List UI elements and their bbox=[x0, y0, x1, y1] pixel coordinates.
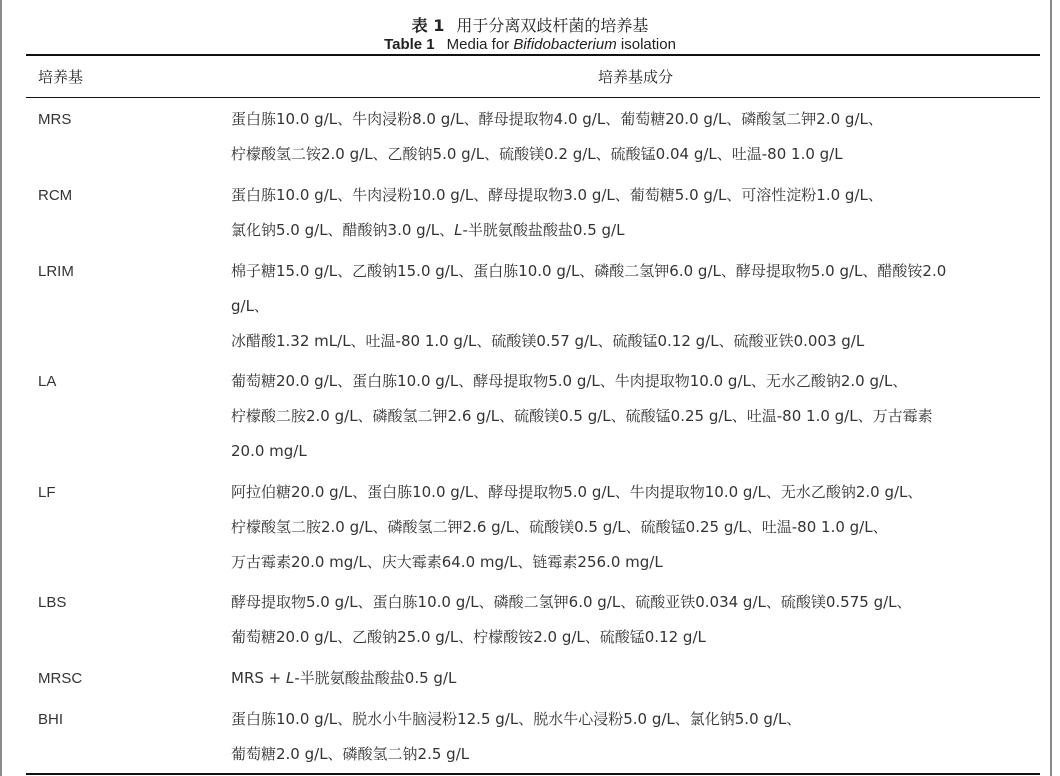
caption-en-post: isolation bbox=[616, 36, 676, 53]
left-border bbox=[0, 0, 2, 776]
medium-components bbox=[231, 702, 1031, 772]
medium-name: LBS bbox=[38, 594, 67, 611]
component-line: 酵母提取物5.0 g/L、蛋白胨10.0 g/L、磷酸二氢钾6.0 g/L、硫酸亚铁0.034 g/L、硫酸镁0.575 g/L、 bbox=[231, 593, 912, 611]
medium-components bbox=[231, 585, 1031, 655]
medium-components bbox=[231, 364, 1031, 469]
header-medium: 培养基 bbox=[38, 68, 84, 86]
component-line: 棉子糖15.0 g/L、乙酸钠15.0 g/L、蛋白胨10.0 g/L、磷酸二氢钾6.0 g/L、酵母提取物5.0 g/L、醋酸铵2.0 bbox=[231, 262, 947, 280]
component-line: 冰醋酸1.32 mL/L、吐温-80 1.0 g/L、硫酸镁0.57 g/L、硫酸锰0.12 g/L、硫酸亚铁0.003 g/L bbox=[231, 332, 865, 350]
component-line: 蛋白胨10.0 g/L、牛肉浸粉10.0 g/L、酵母提取物3.0 g/L、葡萄糖5.0 g/L、可溶性淀粉1.0 g/L、 bbox=[231, 186, 883, 204]
component-italic: L bbox=[286, 669, 295, 687]
component-line: 阿拉伯糖20.0 g/L、蛋白胨10.0 g/L、酵母提取物5.0 g/L、牛肉提取物10.0 g/L、无水乙酸钠2.0 g/L、 bbox=[231, 483, 923, 501]
caption-cn-label: 表 1 bbox=[411, 16, 445, 35]
medium-name: BHI bbox=[38, 711, 64, 728]
component-line bbox=[231, 213, 1031, 248]
table-bottom-rule bbox=[26, 773, 1040, 775]
medium-name: MRS bbox=[38, 111, 72, 128]
table-top-rule bbox=[26, 54, 1040, 56]
component-line bbox=[231, 661, 1031, 696]
component-text: MRS + bbox=[231, 669, 286, 687]
component-text: -半胱氨酸盐酸盐0.5 g/L bbox=[294, 669, 457, 687]
component-line: 葡萄糖20.0 g/L、蛋白胨10.0 g/L、酵母提取物5.0 g/L、牛肉提取物10.0 g/L、无水乙酸钠2.0 g/L、 bbox=[231, 372, 908, 390]
medium-components bbox=[231, 475, 1031, 580]
component-line: 柠檬酸二胺2.0 g/L、磷酸氢二钾2.6 g/L、硫酸镁0.5 g/L、硫酸锰0.25 g/L、吐温-80 1.0 g/L、万古霉素 bbox=[231, 407, 933, 425]
component-line: g/L、 bbox=[231, 297, 269, 315]
component-text: 氯化钠5.0 g/L、醋酸钠3.0 g/L、 bbox=[231, 221, 455, 239]
medium-components bbox=[231, 102, 1031, 172]
medium-components bbox=[231, 178, 1031, 248]
table-header-rule bbox=[26, 97, 1040, 98]
component-line: 柠檬酸氢二铵2.0 g/L、乙酸钠5.0 g/L、硫酸镁0.2 g/L、硫酸锰0.04 g/L、吐温-80 1.0 g/L bbox=[231, 145, 843, 163]
component-text: -半胱氨酸盐酸盐0.5 g/L bbox=[462, 221, 625, 239]
medium-components bbox=[231, 661, 1031, 696]
caption-cn-title: 用于分离双歧杆菌的培养基 bbox=[456, 16, 649, 35]
medium-name: RCM bbox=[38, 187, 73, 204]
component-line: 柠檬酸氢二胺2.0 g/L、磷酸氢二钾2.6 g/L、硫酸镁0.5 g/L、硫酸锰0.25 g/L、吐温-80 1.0 g/L、 bbox=[231, 518, 888, 536]
medium-name: LA bbox=[38, 373, 57, 390]
component-italic: L bbox=[454, 221, 463, 239]
component-line: 万古霉素20.0 mg/L、庆大霉素64.0 mg/L、链霉素256.0 mg/L bbox=[231, 553, 663, 571]
caption-en-pre: Media for bbox=[446, 36, 514, 53]
caption-en-italic: Bifidobacterium bbox=[513, 36, 617, 53]
medium-name: MRSC bbox=[38, 670, 83, 687]
right-border bbox=[1050, 0, 1052, 776]
medium-name: LRIM bbox=[38, 263, 74, 280]
table-caption-en bbox=[0, 36, 1060, 53]
header-components: 培养基成分 bbox=[597, 68, 673, 86]
component-line: 蛋白胨10.0 g/L、牛肉浸粉8.0 g/L、酵母提取物4.0 g/L、葡萄糖20.0 g/L、磷酸氢二钾2.0 g/L、 bbox=[231, 110, 883, 128]
component-line: 葡萄糖2.0 g/L、磷酸氢二钠2.5 g/L bbox=[231, 745, 470, 763]
table-caption-cn bbox=[0, 13, 1060, 36]
component-line: 蛋白胨10.0 g/L、脱水小牛脑浸粉12.5 g/L、脱水牛心浸粉5.0 g/L、氯化钠5.0 g/L、 bbox=[231, 710, 802, 728]
component-line: 葡萄糖20.0 g/L、乙酸钠25.0 g/L、柠檬酸铵2.0 g/L、硫酸锰0.12 g/L bbox=[231, 628, 706, 646]
caption-en-label: Table 1 bbox=[384, 36, 435, 53]
medium-name: LF bbox=[38, 484, 56, 501]
medium-components bbox=[231, 254, 1031, 359]
component-line: 20.0 mg/L bbox=[231, 442, 307, 460]
